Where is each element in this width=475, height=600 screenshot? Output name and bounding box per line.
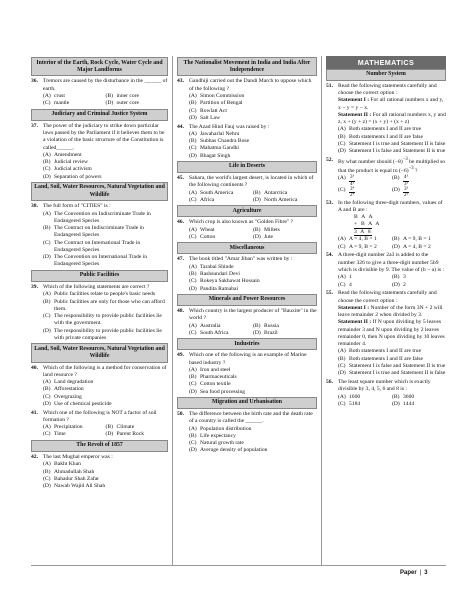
options <box>31 424 168 439</box>
question-41: 41. Which one of the following is NOT a factor of soil formation ? <box>31 409 157 423</box>
option-d[interactable]: (D) The Convention on International Trade in Endangered Species <box>43 254 148 268</box>
option-d[interactable]: (D) Parent Rock <box>105 431 144 438</box>
section-heading: Agriculture <box>177 205 317 217</box>
option-c[interactable]: (C) Mahatma Gandhi <box>189 145 239 152</box>
section-heading: Land, Soil, Water Resources, Natural Vegetation and Wildlife <box>31 343 168 362</box>
question-39: 39. Which of the following statements are correct ? <box>31 283 150 290</box>
page-footer <box>400 570 428 578</box>
options <box>326 236 446 251</box>
option-c[interactable]: (C) Africa <box>189 196 215 203</box>
options <box>326 394 446 409</box>
option-c[interactable]: (C) Cotton textile <box>189 381 231 388</box>
option-b[interactable]: (B) Partition of Bengal <box>189 100 243 107</box>
options <box>326 175 446 198</box>
option-a[interactable]: (A) $\frac{\text{3³}}{\text{4³}}$ <box>338 175 354 187</box>
option-b[interactable]: (B) The Contract on Indiscriminate Trade in Endangered Species <box>43 225 144 239</box>
option-a[interactable]: (A) Public facilities relate to people's basic needs <box>43 291 156 298</box>
options <box>177 264 317 293</box>
column-right <box>326 56 446 408</box>
question-45: 45. Sahara, the world's largest desert, is located in which of the following continents ? <box>177 175 314 189</box>
section-heading: Industries <box>177 338 317 350</box>
option-a[interactable]: (A) A = 4, B = 1 <box>338 236 377 243</box>
option-d[interactable]: (D) The responsibility to provide public facilities lie with private companies <box>43 327 162 341</box>
option-a[interactable]: (A) Simon Commission <box>189 93 245 99</box>
section-heading: The Revolt of 1857 <box>31 440 168 452</box>
option-a[interactable]: (A) Precipitation <box>43 424 83 431</box>
option-b[interactable]: (B) 3 <box>392 274 406 281</box>
option-c[interactable]: (C) The Contract on International Trade in Endangered Species <box>43 239 141 253</box>
options <box>31 291 168 342</box>
question-55: 55. Read the following statements carefully and choose the correct option : <box>326 290 437 304</box>
option-b[interactable]: (B) Russia <box>253 322 279 329</box>
footer-rule <box>31 565 446 566</box>
option-c[interactable]: (C) $\frac{\text{3⁴}}{\text{2⁴}}$ <box>338 186 355 199</box>
section-heading: Migration and Urbanisation <box>177 397 317 409</box>
question-49: 49. Which one of the following is an example of Marine based industry ? <box>177 352 307 366</box>
option-c[interactable]: (C) Bahadur Shah Zafar <box>43 475 100 482</box>
option-a[interactable]: (A) crust <box>43 93 65 99</box>
option-d[interactable]: (D) Brazil <box>253 329 278 336</box>
options <box>31 93 168 108</box>
option-c[interactable]: (C) Statement I is true and Statement II is false <box>338 141 446 148</box>
question-50: 50. The difference between the birth rate and the death rate of a country is called the ______. <box>177 411 313 425</box>
options <box>177 323 317 338</box>
option-c[interactable]: (C) Natural growth rate <box>189 440 244 447</box>
section-heading: Land, Soil, Water Resources, Natural Vegetation and Wildlife <box>31 182 168 201</box>
option-a[interactable]: (A) Both statements I and II are true <box>338 348 422 355</box>
subject-title: MATHEMATICS <box>326 56 446 69</box>
option-d[interactable]: (D) Average density of population <box>189 447 268 454</box>
column-middle <box>177 56 317 455</box>
question-43: 43. Gandhiji carried out the Dandi March to oppose which of the following ? <box>177 78 312 92</box>
option-d[interactable]: (D) Statement I is false and Statement II is true <box>338 148 446 155</box>
section-heading: Miscellaneous <box>177 242 317 254</box>
option-b[interactable]: (B) Rashsundari Devi <box>189 270 240 277</box>
option-b[interactable]: (B) Subhas Chandra Bose <box>189 138 250 145</box>
option-c[interactable]: (C) Rokeya Sakhawat Hossain <box>189 278 260 285</box>
addition-puzzle: B A A + B A A 3 A 8 <box>354 214 381 235</box>
option-c[interactable]: (C) 4 <box>338 281 352 288</box>
footer-separator: | <box>419 570 422 576</box>
option-d[interactable]: (D) outer core <box>105 100 140 107</box>
option-d[interactable]: (D) Separation of powers <box>43 173 102 180</box>
options <box>177 367 317 396</box>
options <box>31 379 168 408</box>
option-c[interactable]: (C) Judicial activism <box>43 166 92 173</box>
options <box>177 131 317 160</box>
question-46: 46. Which crop is also known as "Golden Fibre" ? <box>177 219 293 226</box>
option-d[interactable]: (D) Sea food processing <box>189 388 246 395</box>
option-a[interactable]: (A) Wheat <box>189 226 215 233</box>
option-d[interactable]: (D) Bhagat Singh <box>189 152 231 159</box>
option-a[interactable]: (A) Land degradation <box>43 379 94 386</box>
option-c[interactable]: (C) Time <box>43 431 66 438</box>
options <box>31 461 168 490</box>
question-51: 51. Read the following statements carefully and choose the correct option : <box>326 82 437 97</box>
option-c[interactable]: (C) Rowlatt Act <box>189 107 227 114</box>
option-c[interactable]: (C) A = 9, B = 2 <box>338 243 377 250</box>
option-d[interactable]: (D) 1444 <box>392 400 415 407</box>
question-37: 37. The power of the judiciary to strike down particular laws passed by the Parliament if it believes them to be a violation of the basic structure of the Constitution is called______. <box>31 122 165 151</box>
option-b[interactable]: (B) Public facilities are only for those who can afford them. <box>43 298 165 312</box>
option-b[interactable]: (B) A = 9, B = 1 <box>392 236 431 243</box>
option-d[interactable]: (D) $\frac{\text{3²}}{\text{2²}}$ <box>392 186 408 199</box>
option-c[interactable]: (C) 5184 <box>338 400 361 407</box>
statement-2: Statement II : If N upon dividing by 5 leaves remainder 3 and N upon dividing by 2 leaves remainder 0, then N upon dividing by 10 leaves remainder 4. <box>338 319 445 348</box>
column-divider <box>321 56 322 566</box>
option-c[interactable]: (C) The responsibility to provide public facilities lie with the government. <box>43 313 162 327</box>
statement-1: Statement I : For all rational numbers x and y, x − y = y − x. <box>338 97 444 111</box>
options <box>31 152 168 181</box>
option-d[interactable]: (D) Use of chemical pesticide <box>43 400 112 407</box>
option-b[interactable]: (B) Climate <box>105 424 135 431</box>
option-b[interactable]: (B) Antarctica <box>253 189 288 196</box>
option-b[interactable]: (B) 3600 <box>392 393 415 400</box>
options <box>326 274 446 289</box>
option-d[interactable]: (D) Pandita Ramabai <box>189 285 239 292</box>
option-c[interactable]: (C) Cotton <box>189 233 216 240</box>
option-a[interactable]: (A) Both statements I and II are true <box>338 126 422 133</box>
question-44: 44. The Azad Hind Fauj was raised by : <box>177 123 270 130</box>
statement-1: Statement I : Number of the form 3N + 2 will leave remainder 2 when divided by 3. <box>338 304 443 319</box>
option-a[interactable]: (A) 1600 <box>338 393 361 400</box>
option-a[interactable]: (A) Australia <box>189 322 221 329</box>
options <box>177 93 317 122</box>
option-d[interactable]: (D) 2 <box>392 281 406 288</box>
question-48: 48. Which country is the largest producer of "Bauxite" in the world ? <box>177 308 317 322</box>
section-heading: Life in Deserts <box>177 161 317 173</box>
option-b[interactable]: (B) Afforestation <box>43 386 84 393</box>
option-d[interactable]: (D) Statement I is true and Statement II is false <box>338 370 446 377</box>
option-b[interactable]: (B) inner core <box>105 93 140 99</box>
footer-label: Paper <box>400 570 417 576</box>
option-c[interactable]: (C) Statement I is false and Statement II is true <box>338 362 446 369</box>
option-a[interactable]: (A) Jawaharlal Nehru <box>189 130 240 137</box>
option-a[interactable]: (A) South America <box>189 189 234 196</box>
options <box>326 126 446 155</box>
column-divider <box>172 56 173 566</box>
question-47: 47. The book titled "Amar Jiban" was written by : <box>177 256 293 263</box>
section-heading: Number System <box>326 69 446 81</box>
option-d[interactable]: (D) A = 4, B = 2 <box>392 243 431 250</box>
option-b[interactable]: (B) Both statements I and II are false <box>338 133 423 140</box>
question-54: 54. A three-digit number 2a3 is added to the number 326 to give a three-digit number 5b9 which is divisible by 9. The value of (b − a) is : <box>326 252 445 273</box>
option-d[interactable]: (D) Jute <box>253 233 274 240</box>
options <box>31 211 168 269</box>
option-d[interactable]: (D) Salt Law <box>189 114 221 121</box>
option-a[interactable]: (A) Amendment <box>43 151 82 158</box>
options <box>326 348 446 377</box>
question-53: 53. In the following three-digit numbers, values of A and B are : <box>326 199 443 214</box>
question-40: 40. Which of the following is a method for conservation of land resource ? <box>31 364 167 378</box>
options <box>177 190 317 205</box>
option-c[interactable]: (C) mantle <box>43 100 70 107</box>
column-left <box>31 56 168 490</box>
statement-2: Statement II : For all rational numbers x, y and z, x + (y + z) = (x + y) + (x + z) <box>338 111 446 126</box>
option-a[interactable]: (A) 1 <box>338 274 352 281</box>
page-number: 3 <box>424 570 428 576</box>
section-heading: Judiciary and Criminal Justice System <box>31 109 168 121</box>
question-38: 38. The full form of "CITIES" is : <box>31 203 111 210</box>
option-a[interactable]: (A) Population distribution <box>189 425 252 432</box>
options <box>177 227 317 242</box>
option-a[interactable]: (A) The Convention on Indiscriminate Trade in Endangered Species <box>43 210 151 224</box>
option-b[interactable]: (B) Millets <box>253 226 280 233</box>
question-52: 52. By what number should $(-8)^{-3}$ be multiplied so that the product is equal to $(-6)^{-3}$ ? <box>326 157 446 175</box>
section-heading: The Nationalist Movement in India and India After Independence <box>177 57 317 76</box>
option-b[interactable]: (B) Ahmadullah Shah <box>43 468 95 475</box>
question-42: 42. The last Mughal emperor was : <box>31 453 113 460</box>
option-c[interactable]: (C) South Africa <box>189 329 229 336</box>
option-b[interactable]: (B) Judicial review <box>43 159 89 166</box>
option-a[interactable]: (A) Iron and steel <box>189 366 231 373</box>
option-b[interactable]: (B) Life expectancy <box>189 432 236 439</box>
section-heading: Minerals and Power Resources <box>177 294 317 306</box>
option-b[interactable]: (B) Both statements I and II are false <box>338 355 423 362</box>
options <box>177 426 317 455</box>
option-b[interactable]: (B) $\frac{\text{4³}}{\text{3³}}$ <box>392 175 408 187</box>
option-d[interactable]: (D) North America <box>253 196 298 203</box>
question-36: 36. Tremors are caused by the disturbance in the ______ of earth. <box>31 78 168 92</box>
option-c[interactable]: (C) Overgrazing <box>43 393 82 400</box>
section-heading: Interior of the Earth, Rock Cycle, Water Cycle and Major Landforms <box>31 57 168 76</box>
option-b[interactable]: (B) Pharmaceuticals <box>189 374 237 381</box>
option-d[interactable]: (D) Nawab Wajid Ali Shah <box>43 483 106 490</box>
option-a[interactable]: (A) Bakht Khan <box>43 461 81 468</box>
question-56: 56. The least square number which is exactly divisible by 3, 4, 5, 6 and 8 is : <box>326 378 431 393</box>
option-a[interactable]: (A) Tarabai Shinde <box>189 263 234 270</box>
section-heading: Public Facilities <box>31 270 168 282</box>
